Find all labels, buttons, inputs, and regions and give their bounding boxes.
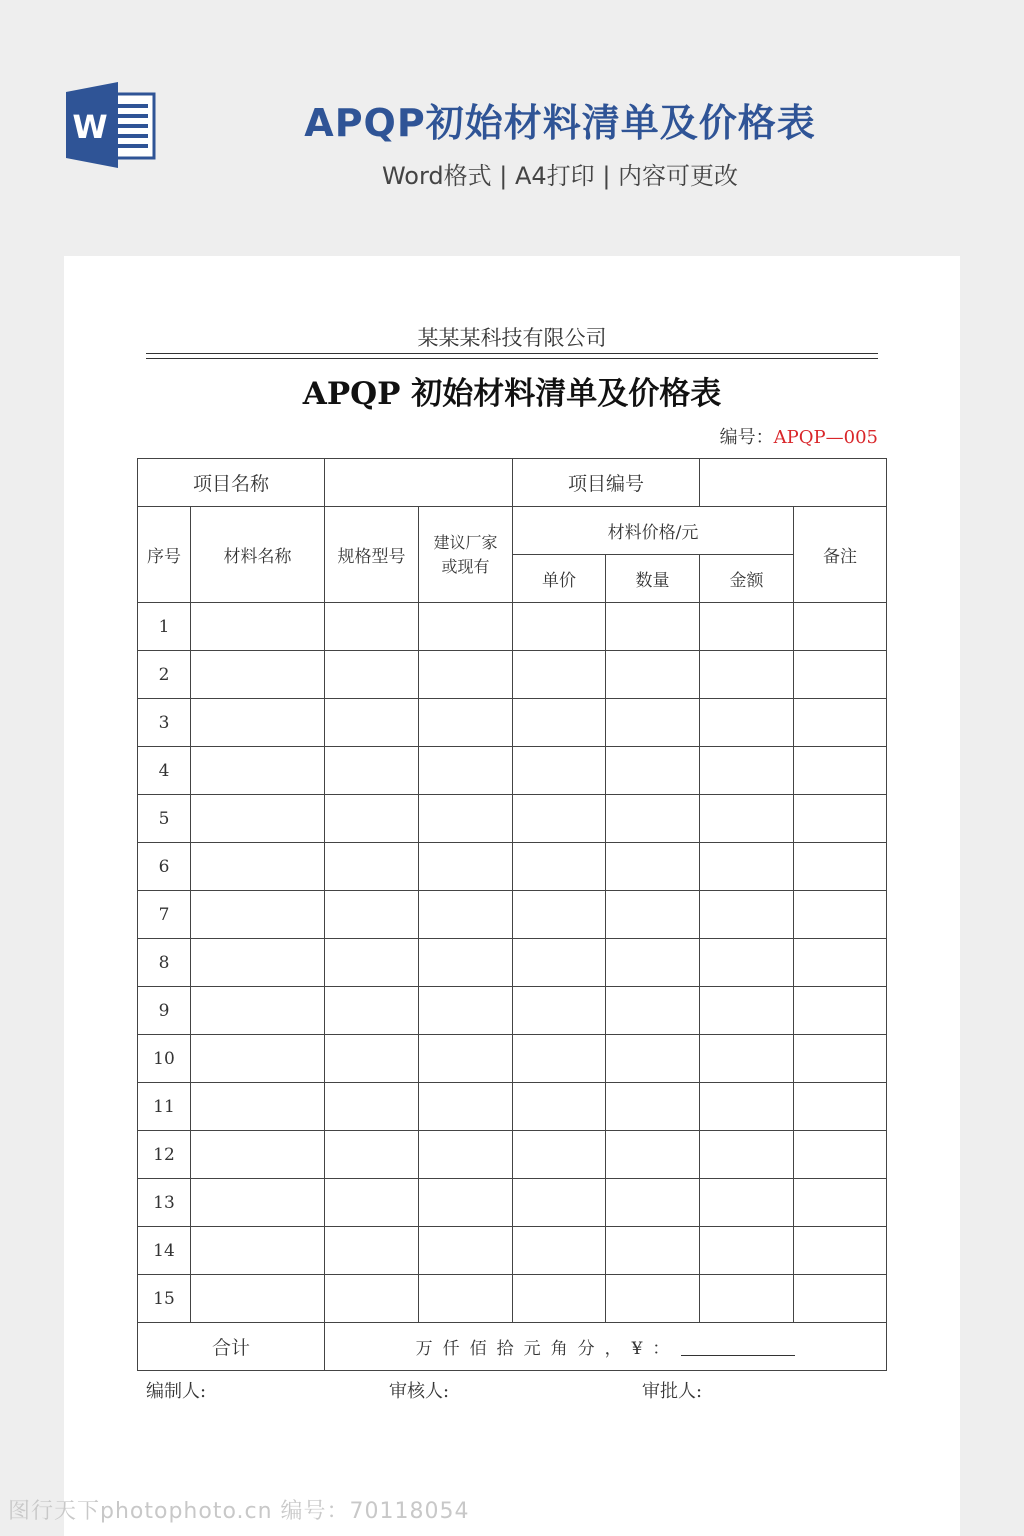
remark-cell[interactable] <box>794 651 887 699</box>
spec-cell[interactable] <box>325 1131 419 1179</box>
project-name-cell[interactable] <box>325 459 513 507</box>
amount-cell[interactable] <box>700 1035 794 1083</box>
header-rule-bottom <box>146 358 878 359</box>
table-row <box>138 651 887 699</box>
row-number: 6 <box>138 843 191 891</box>
material-name-cell[interactable] <box>191 939 325 987</box>
unit-price-cell[interactable] <box>513 939 606 987</box>
unit-price-cell[interactable] <box>513 891 606 939</box>
material-name-cell[interactable] <box>191 987 325 1035</box>
remark-cell[interactable] <box>794 987 887 1035</box>
amount-cell[interactable] <box>700 1179 794 1227</box>
table-row <box>138 1227 887 1275</box>
table-row <box>138 1179 887 1227</box>
quantity-cell[interactable] <box>606 603 700 651</box>
remark-cell[interactable] <box>794 1227 887 1275</box>
amount-cell[interactable] <box>700 699 794 747</box>
amount-cell[interactable] <box>700 1227 794 1275</box>
material-name-cell[interactable] <box>191 699 325 747</box>
row-number: 8 <box>138 939 191 987</box>
unit-price-cell[interactable] <box>513 1083 606 1131</box>
quantity-cell[interactable] <box>606 651 700 699</box>
table-body <box>138 603 887 1323</box>
supplier-cell[interactable] <box>419 1083 513 1131</box>
table-row <box>138 1275 887 1323</box>
total-amount-cell[interactable] <box>325 1323 887 1371</box>
supplier-cell[interactable] <box>419 843 513 891</box>
row-number: 7 <box>138 891 191 939</box>
header-material-name: 材料名称 <box>191 507 325 603</box>
unit-price-cell[interactable] <box>513 795 606 843</box>
spec-cell[interactable] <box>325 1275 419 1323</box>
unit-price-cell[interactable] <box>513 603 606 651</box>
spec-cell[interactable] <box>325 651 419 699</box>
supplier-cell[interactable] <box>419 1131 513 1179</box>
remark-cell[interactable] <box>794 1275 887 1323</box>
quantity-cell[interactable] <box>606 1131 700 1179</box>
table-row <box>138 699 887 747</box>
spec-cell[interactable] <box>325 1083 419 1131</box>
row-number: 4 <box>138 747 191 795</box>
quantity-cell[interactable] <box>606 747 700 795</box>
project-info-row <box>138 459 887 507</box>
supplier-cell[interactable] <box>419 1035 513 1083</box>
header-spec: 规格型号 <box>325 507 419 603</box>
remark-cell[interactable] <box>794 939 887 987</box>
quantity-cell[interactable] <box>606 1227 700 1275</box>
watermark-text: 图行天下photophoto.cn 编号：70118054 <box>8 1499 470 1524</box>
unit-price-cell[interactable] <box>513 747 606 795</box>
material-price-table <box>137 458 887 1371</box>
amount-cell[interactable] <box>700 843 794 891</box>
supplier-cell[interactable] <box>419 1275 513 1323</box>
supplier-cell[interactable] <box>419 699 513 747</box>
table-row <box>138 1131 887 1179</box>
quantity-cell[interactable] <box>606 1035 700 1083</box>
document-code <box>720 423 878 449</box>
remark-cell[interactable] <box>794 603 887 651</box>
header-row-1 <box>138 507 887 555</box>
amount-cell[interactable] <box>700 1083 794 1131</box>
amount-cell[interactable] <box>700 987 794 1035</box>
row-number: 1 <box>138 603 191 651</box>
material-name-cell[interactable] <box>191 1179 325 1227</box>
quantity-cell[interactable] <box>606 699 700 747</box>
word-document-icon <box>66 82 156 168</box>
table-row <box>138 987 887 1035</box>
row-number: 13 <box>138 1179 191 1227</box>
remark-cell[interactable] <box>794 795 887 843</box>
supplier-cell[interactable] <box>419 795 513 843</box>
header-amount: 金额 <box>700 555 794 603</box>
quantity-cell[interactable] <box>606 795 700 843</box>
row-number: 15 <box>138 1275 191 1323</box>
row-number: 9 <box>138 987 191 1035</box>
reviewed-by-label: 审核人: <box>389 1381 450 1402</box>
project-number-cell[interactable] <box>700 459 887 507</box>
spec-cell[interactable] <box>325 891 419 939</box>
table-row <box>138 603 887 651</box>
material-name-cell[interactable] <box>191 891 325 939</box>
unit-price-cell[interactable] <box>513 1275 606 1323</box>
quantity-cell[interactable] <box>606 1179 700 1227</box>
supplier-cell[interactable] <box>419 603 513 651</box>
row-number: 14 <box>138 1227 191 1275</box>
row-number: 12 <box>138 1131 191 1179</box>
quantity-cell[interactable] <box>606 987 700 1035</box>
header-quantity: 数量 <box>606 555 700 603</box>
unit-price-cell[interactable] <box>513 843 606 891</box>
amount-cell[interactable] <box>700 651 794 699</box>
material-name-cell[interactable] <box>191 1227 325 1275</box>
supplier-cell[interactable] <box>419 651 513 699</box>
amount-cell[interactable] <box>700 1275 794 1323</box>
material-name-cell[interactable] <box>191 795 325 843</box>
row-number: 2 <box>138 651 191 699</box>
unit-price-cell[interactable] <box>513 1131 606 1179</box>
total-blank-line <box>681 1337 795 1356</box>
amount-cell[interactable] <box>700 795 794 843</box>
remark-cell[interactable] <box>794 699 887 747</box>
amount-cell[interactable] <box>700 939 794 987</box>
supplier-cell[interactable] <box>419 939 513 987</box>
header-seq: 序号 <box>138 507 191 603</box>
prepared-by-label: 编制人: <box>146 1381 207 1402</box>
table-row <box>138 795 887 843</box>
quantity-cell[interactable] <box>606 891 700 939</box>
row-number: 11 <box>138 1083 191 1131</box>
spec-cell[interactable] <box>325 939 419 987</box>
spec-cell[interactable] <box>325 1035 419 1083</box>
material-name-cell[interactable] <box>191 603 325 651</box>
document-title: APQP 初始材料清单及价格表 <box>302 376 722 412</box>
row-number: 10 <box>138 1035 191 1083</box>
material-name-cell[interactable] <box>191 1275 325 1323</box>
supplier-cell[interactable] <box>419 747 513 795</box>
unit-price-cell[interactable] <box>513 1179 606 1227</box>
total-row <box>138 1323 887 1371</box>
table-row <box>138 1035 887 1083</box>
header-supplier: 建议厂家或现有 <box>419 507 513 603</box>
amount-cell[interactable] <box>700 747 794 795</box>
company-name: 某某某科技有限公司 <box>417 326 607 350</box>
table-row <box>138 747 887 795</box>
material-name-cell[interactable] <box>191 1083 325 1131</box>
document-code-value: APQP—005 <box>773 427 878 448</box>
project-number-label: 项目编号 <box>513 459 700 507</box>
material-name-cell[interactable] <box>191 1035 325 1083</box>
spec-cell[interactable] <box>325 699 419 747</box>
amount-cell[interactable] <box>700 1131 794 1179</box>
approved-by-label: 审批人: <box>642 1381 703 1402</box>
unit-price-cell[interactable] <box>513 651 606 699</box>
table-row <box>138 891 887 939</box>
spec-cell[interactable] <box>325 795 419 843</box>
table-row <box>138 939 887 987</box>
table-row <box>138 843 887 891</box>
unit-price-cell[interactable] <box>513 1227 606 1275</box>
banner-title: APQP初始材料清单及价格表 <box>304 101 816 145</box>
spec-cell[interactable] <box>325 747 419 795</box>
amount-cell[interactable] <box>700 603 794 651</box>
document-code-label: 编号： <box>719 427 774 448</box>
header-price-group: 材料价格/元 <box>513 507 794 555</box>
remark-cell[interactable] <box>794 1179 887 1227</box>
spec-cell[interactable] <box>325 843 419 891</box>
quantity-cell[interactable] <box>606 1083 700 1131</box>
remark-cell[interactable] <box>794 1131 887 1179</box>
material-name-cell[interactable] <box>191 1131 325 1179</box>
banner-subtitle: Word格式 | A4打印 | 内容可更改 <box>381 162 739 190</box>
amount-cell[interactable] <box>700 891 794 939</box>
header-remark: 备注 <box>794 507 887 603</box>
remark-cell[interactable] <box>794 1035 887 1083</box>
document-page <box>64 256 960 1536</box>
spec-cell[interactable] <box>325 1227 419 1275</box>
word-icon-letter: W <box>72 108 108 146</box>
remark-cell[interactable] <box>794 891 887 939</box>
total-label: 合计 <box>138 1323 325 1371</box>
material-name-cell[interactable] <box>191 747 325 795</box>
spec-cell[interactable] <box>325 987 419 1035</box>
quantity-cell[interactable] <box>606 843 700 891</box>
supplier-cell[interactable] <box>419 987 513 1035</box>
unit-price-cell[interactable] <box>513 987 606 1035</box>
supplier-cell[interactable] <box>419 1227 513 1275</box>
row-number: 5 <box>138 795 191 843</box>
header-unit-price: 单价 <box>513 555 606 603</box>
quantity-cell[interactable] <box>606 1275 700 1323</box>
spec-cell[interactable] <box>325 1179 419 1227</box>
row-number: 3 <box>138 699 191 747</box>
remark-cell[interactable] <box>794 747 887 795</box>
supplier-cell[interactable] <box>419 1179 513 1227</box>
supplier-cell[interactable] <box>419 891 513 939</box>
material-name-cell[interactable] <box>191 843 325 891</box>
quantity-cell[interactable] <box>606 939 700 987</box>
table-row <box>138 1083 887 1131</box>
unit-price-cell[interactable] <box>513 699 606 747</box>
material-name-cell[interactable] <box>191 651 325 699</box>
total-text: 万仟佰拾元角分，¥： <box>415 1339 680 1359</box>
remark-cell[interactable] <box>794 843 887 891</box>
remark-cell[interactable] <box>794 1083 887 1131</box>
project-name-label: 项目名称 <box>138 459 325 507</box>
unit-price-cell[interactable] <box>513 1035 606 1083</box>
spec-cell[interactable] <box>325 603 419 651</box>
header-rule-top <box>146 353 878 354</box>
